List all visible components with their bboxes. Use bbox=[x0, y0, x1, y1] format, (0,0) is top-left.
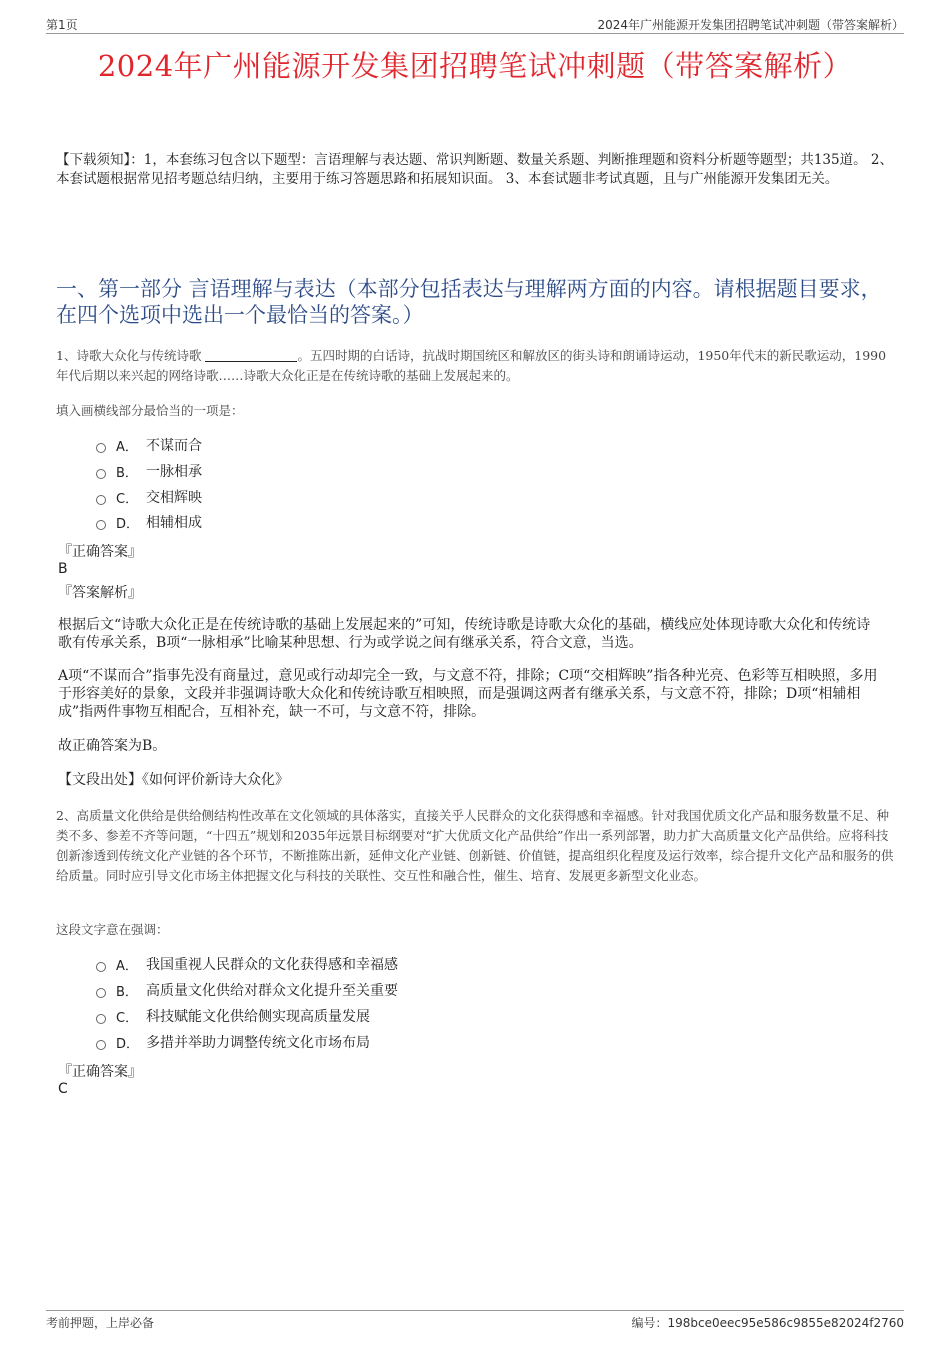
q2-answer-label: 『正确答案』 bbox=[58, 1064, 142, 1080]
radio-button-icon[interactable] bbox=[96, 443, 106, 453]
q2-option-c[interactable] bbox=[96, 1005, 370, 1027]
radio-button-icon[interactable] bbox=[96, 520, 106, 530]
q2-answer: C bbox=[58, 1081, 68, 1097]
radio-button-icon[interactable] bbox=[96, 1014, 106, 1024]
q2-option-a[interactable] bbox=[96, 953, 398, 975]
q1-option-a[interactable] bbox=[96, 434, 202, 456]
question-2-stem: 2、高质量文化供给是供给侧结构性改革在文化领域的具体落实，直接关乎人民群众的文化获得感和幸福感。针对我国优质文化产品和服务数量不足、种类不多、参差不齐等问题，“十四五”规划和2035年远景目标纲要对“扩大优质文化产品供给”作出一系列部署，助力扩大高质量文化产品供给。应将科技创新渗透到传统文化产业链的各个环节，不断推陈出新，延伸文化产业链、创新链、价值链，提高组织化程度及运行效率，综合提升文化产品和服务的供给质量。同时应引导文化市场主体把握文化与科技的关联性、交互性和融合性，催生、培育、发展更多新型文化业态。 bbox=[56, 808, 894, 883]
q2-option-b[interactable] bbox=[96, 979, 398, 1001]
option-text: 多措并举助力调整传统文化市场布局 bbox=[146, 1035, 370, 1051]
radio-button-icon[interactable] bbox=[96, 988, 106, 998]
page-number: 第1页 bbox=[46, 18, 78, 32]
question-1-stem bbox=[56, 346, 896, 386]
option-letter: C． bbox=[116, 1010, 139, 1026]
option-letter: B． bbox=[116, 984, 138, 1000]
q1-answer-label: 『正确答案』 bbox=[58, 544, 142, 560]
option-letter: D． bbox=[116, 516, 140, 532]
option-letter: B． bbox=[116, 465, 138, 481]
option-text: 我国重视人民群众的文化获得感和幸福感 bbox=[146, 957, 398, 973]
option-letter: A． bbox=[116, 439, 138, 455]
document-title: 2024年广州能源开发集团招聘笔试冲刺题（带答案解析） bbox=[97, 49, 853, 83]
option-letter: C． bbox=[116, 491, 139, 507]
option-text: 科技赋能文化供给侧实现高质量发展 bbox=[146, 1009, 370, 1025]
document-code bbox=[631, 1314, 904, 1331]
section-heading: 一、第一部分 言语理解与表达（本部分包括表达与理解两方面的内容。请根据题目要求，在四个选项中选出一个最恰当的答案。） bbox=[56, 277, 882, 327]
q1-option-b[interactable] bbox=[96, 460, 202, 482]
running-header-title: 2024年广州能源开发集团招聘笔试冲刺题（带答案解析） bbox=[597, 18, 904, 32]
q1-option-d[interactable] bbox=[96, 511, 202, 533]
option-letter: A． bbox=[116, 958, 138, 974]
document-code-label: 编号： bbox=[631, 1316, 668, 1330]
answer-blank bbox=[205, 348, 297, 362]
header-divider bbox=[46, 33, 904, 34]
question-1-prompt: 填入画横线部分最恰当的一项是： bbox=[56, 403, 244, 418]
q1-analysis-paragraph-3: 故正确答案为B。 bbox=[58, 738, 167, 754]
q2-option-d[interactable] bbox=[96, 1031, 370, 1053]
q1-analysis-paragraph-1: 根据后文“诗歌大众化正是在传统诗歌的基础上发展起来的”可知，传统诗歌是诗歌大众化的基础，横线应处体现诗歌大众化和传统诗歌有传承关系，B项“一脉相承”比喻某种思想、行为或学说之间有继承关系，符合文意，当选。 bbox=[58, 617, 871, 651]
option-text: 高质量文化供给对群众文化提升至关重要 bbox=[146, 983, 398, 999]
option-text: 一脉相承 bbox=[146, 464, 202, 480]
footer-slogan: 考前押题，上岸必备 bbox=[46, 1316, 155, 1330]
document-code-value: 198bce0eec95e586c9855e82024f2760 bbox=[667, 1316, 904, 1330]
option-text: 不谋而合 bbox=[146, 438, 202, 454]
footer-divider bbox=[46, 1310, 904, 1311]
radio-button-icon[interactable] bbox=[96, 962, 106, 972]
q1-answer: B bbox=[58, 561, 68, 577]
question-2-prompt: 这段文字意在强调： bbox=[56, 922, 169, 937]
q1-analysis-label: 『答案解析』 bbox=[58, 585, 142, 601]
radio-button-icon[interactable] bbox=[96, 495, 106, 505]
question-1-stem-end: 。五四时期的白话诗，抗战时期国统区和解放区的街头诗和朗诵诗运动，1950年代末的新民歌运动，1990年代后期以来兴起的网络诗歌……诗歌大众化正是在传统诗歌的基础上发展起来的。 bbox=[56, 348, 887, 383]
radio-button-icon[interactable] bbox=[96, 1040, 106, 1050]
q1-source: 【文段出处】《如何评价新诗大众化》 bbox=[58, 772, 289, 788]
option-text: 交相辉映 bbox=[146, 490, 202, 506]
download-notice: 【下载须知】：1，本套练习包含以下题型：言语理解与表达题、常识判断题、数量关系题、判断推理题和资料分析题等题型；共135道。 2、本套试题根据常见招考题总结归纳，主要用于练习答题思路和拓展知识面。 3、本套试题非考试真题，且与广州能源开发集团无关。 bbox=[56, 152, 893, 187]
question-1-stem-start: 1、诗歌大众化与传统诗歌 bbox=[56, 348, 206, 363]
q1-analysis-paragraph-2: A项“不谋而合”指事先没有商量过，意见或行动却完全一致，与文意不符，排除；C项“交相辉映”指各种光亮、色彩等互相映照，多用于形容美好的景象，文段并非强调诗歌大众化和传统诗歌互相映照，而是强调这两者有继承关系，与文意不符，排除；D项“相辅相成”指两件事物互相配合，互相补充，缺一不可，与文意不符，排除。 bbox=[58, 668, 878, 720]
option-letter: D． bbox=[116, 1036, 140, 1052]
option-text: 相辅相成 bbox=[146, 515, 202, 531]
radio-button-icon[interactable] bbox=[96, 469, 106, 479]
q1-option-c[interactable] bbox=[96, 486, 202, 508]
